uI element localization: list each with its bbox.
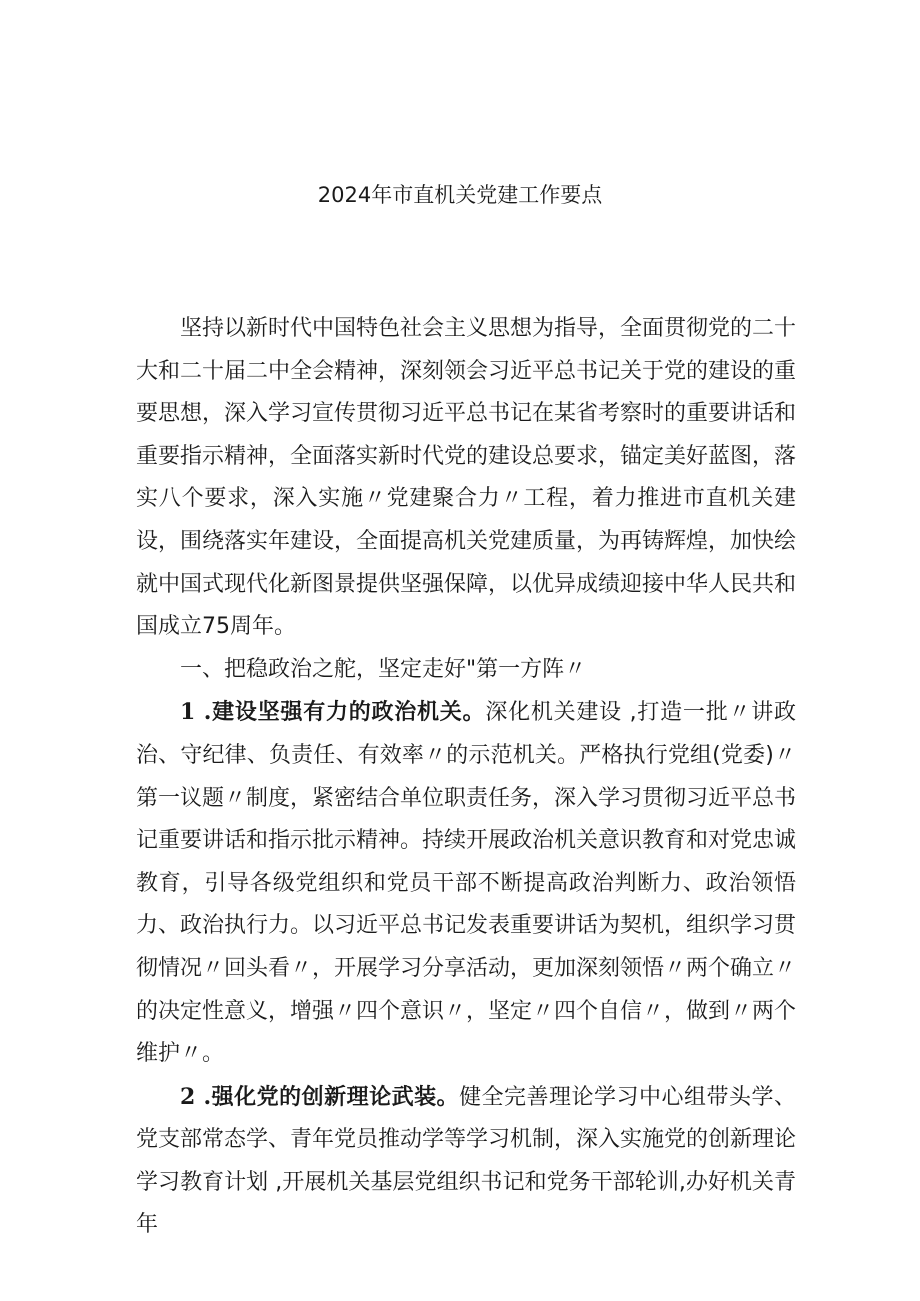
- section-1-heading: 一、把稳政治之舵，坚定走好"第一方阵〃: [180, 656, 587, 682]
- item-2-body: 健全完善理论学习中心组带头学、党支部常态学、青年党员推动学等学习机制，深入实施党的创新理论学习教育计划 ,开展机关基层党组织书记和党务干部轮训,办好机关青年: [136, 1084, 797, 1238]
- item-1-body: 深化机关建设 ,打造一批〃讲政治、守纪律、负责任、有效率〃的示范机关。严格执行党组(党委)〃第一议题〃制度，紧密结合单位职责任务，深入学习贯彻习近平总书记重要讲话和指示批示精神。持续开展政治机关意识教育和对党忠诚教育，引导各级党组织和党员干部不断提高政治判断力、政治领悟力、政治执行力。以习近平总书记发表重要讲话为契机，组织学习贯彻情况〃回头看〃，开展学习分享活动，更加深刻领悟〃两个确立〃的决定性意义，增强〃四个意识〃，坚定〃四个自信〃，做到〃两个维护〃。: [136, 700, 797, 1067]
- intro-paragraph: 坚持以新时代中国特色社会主义思想为指导，全面贯彻党的二十大和二十届二中全会精神，深刻领会习近平总书记关于党的建设的重要思想，深入学习宣传贯彻习近平总书记在某省考察时的重要讲话和重要指示精神，全面落实新时代党的建设总要求，锚定美好蓝图，落实八个要求，深入实施〃党建聚合力〃工程，着力推进市直机关建设，围绕落实年建设，全面提高机关党建质量，为再铸辉煌，加快绘就中国式现代化新图景提供坚强保障，以优异成绩迎接中华人民共和国成立75周年。: [136, 316, 797, 640]
- item-2-paragraph: [136, 1076, 796, 1247]
- item-1-heading: 1 .建设坚强有力的政治机关。: [180, 699, 486, 726]
- item-1-paragraph: [136, 691, 796, 1075]
- item-2-heading: 2 .强化党的创新理论武装。: [180, 1083, 460, 1110]
- document-title: 2024年市直机关党建工作要点: [317, 183, 603, 207]
- document-body: [136, 308, 796, 1247]
